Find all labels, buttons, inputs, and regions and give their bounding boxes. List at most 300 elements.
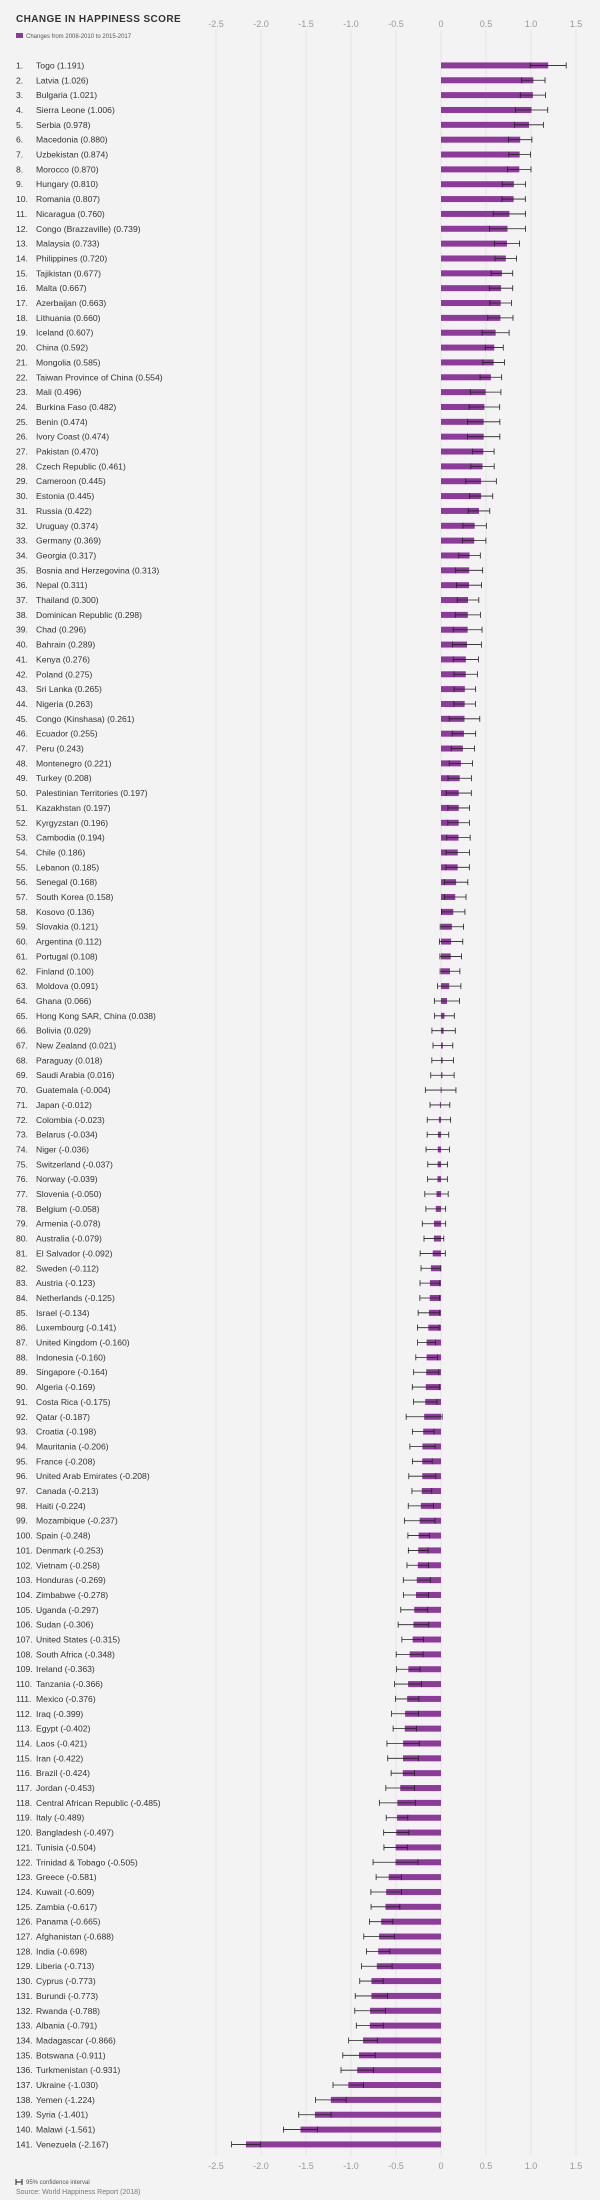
row-country: Kazakhstan (0.197) — [36, 802, 111, 813]
row-country: Senegal (0.168) — [36, 877, 98, 888]
row-country: Denmark (-0.253) — [36, 1545, 104, 1556]
row-country: Congo (Kinshasa) (0.261) — [36, 713, 135, 724]
row-rank: 56. — [16, 877, 28, 888]
row-rank: 21. — [16, 357, 28, 368]
row-rank: 90. — [16, 1382, 28, 1393]
row-country: Sweden (-0.112) — [36, 1263, 99, 1274]
bar — [441, 92, 533, 98]
row-country: Belarus (-0.034) — [36, 1129, 98, 1140]
row-country: Macedonia (0.880) — [36, 134, 108, 145]
row-rank: 75. — [16, 1159, 28, 1170]
x-tick-label-top: 0 — [438, 19, 444, 29]
row-country: Austria (-0.123) — [36, 1278, 96, 1289]
x-tick-label-bottom: -1.0 — [343, 2160, 359, 2171]
row-country: Kosovo (0.136) — [36, 906, 95, 917]
row-rank: 100. — [16, 1530, 33, 1541]
row-rank: 113. — [16, 1723, 33, 1734]
row-rank: 108. — [16, 1649, 33, 1660]
row-rank: 34. — [16, 550, 28, 561]
row-rank: 68. — [16, 1055, 28, 1066]
x-tick-label-top: 1.5 — [569, 19, 583, 29]
row-country: Tanzania (-0.366) — [36, 1679, 103, 1690]
row-country: Taiwan Province of China (0.554) — [36, 372, 163, 383]
row-country: United States (-0.315) — [36, 1634, 121, 1645]
row-rank: 119. — [16, 1812, 33, 1823]
row-rank: 121. — [16, 1842, 33, 1853]
x-tick-label-bottom: -0.5 — [388, 2160, 404, 2171]
row-rank: 27. — [16, 446, 28, 457]
row-country: Czech Republic (0.461) — [36, 461, 126, 472]
x-tick-label-top: 1.0 — [524, 19, 538, 29]
row-rank: 61. — [16, 951, 28, 962]
row-rank: 10. — [16, 194, 28, 205]
row-rank: 57. — [16, 892, 28, 903]
row-rank: 22. — [16, 372, 28, 383]
row-rank: 124. — [16, 1886, 33, 1897]
row-country: United Kingdom (-0.160) — [36, 1337, 130, 1348]
row-rank: 139. — [16, 2109, 33, 2120]
row-country: Greece (-0.581) — [36, 1872, 97, 1883]
row-country: Montenegro (0.221) — [36, 758, 112, 769]
row-rank: 7. — [16, 149, 24, 160]
row-country: Turkey (0.208) — [36, 773, 92, 784]
x-tick-label-bottom: 0.5 — [479, 2160, 493, 2171]
row-country: Burkina Faso (0.482) — [36, 401, 117, 412]
row-country: Belgium (-0.058) — [36, 1203, 100, 1214]
row-country: Ireland (-0.363) — [36, 1664, 95, 1675]
row-rank: 9. — [16, 179, 24, 190]
row-country: Switzerland (-0.037) — [36, 1159, 113, 1170]
row-rank: 103. — [16, 1575, 33, 1586]
row-rank: 77. — [16, 1189, 28, 1200]
row-rank: 28. — [16, 461, 28, 472]
row-rank: 135. — [16, 2050, 33, 2061]
row-country: Luxembourg (-0.141) — [36, 1322, 117, 1333]
row-country: Thailand (0.300) — [36, 595, 99, 606]
row-rank: 94. — [16, 1441, 28, 1452]
row-country: Peru (0.243) — [36, 743, 84, 754]
row-country: Bolivia (0.029) — [36, 1025, 91, 1036]
x-tick-label-bottom: 1.0 — [524, 2160, 538, 2171]
row-country: Malta (0.667) — [36, 283, 87, 294]
row-rank: 78. — [16, 1203, 28, 1214]
row-rank: 122. — [16, 1857, 33, 1868]
row-country: Finland (0.100) — [36, 966, 94, 977]
row-country: Dominican Republic (0.298) — [36, 609, 143, 620]
row-country: Cameroon (0.445) — [36, 476, 106, 487]
row-country: Sudan (-0.306) — [36, 1619, 94, 1630]
row-rank: 32. — [16, 520, 28, 531]
row-country: Hong Kong SAR, China (0.038) — [36, 1010, 156, 1021]
row-country: Canada (-0.213) — [36, 1486, 99, 1497]
row-rank: 125. — [16, 1901, 33, 1912]
x-tick-label-top: -0.5 — [388, 19, 404, 29]
row-rank: 33. — [16, 535, 28, 546]
row-rank: 84. — [16, 1292, 28, 1303]
row-rank: 54. — [16, 847, 28, 858]
row-rank: 71. — [16, 1099, 28, 1110]
row-country: Colombia (-0.023) — [36, 1114, 105, 1125]
row-rank: 138. — [16, 2094, 33, 2105]
row-country: Mexico (-0.376) — [36, 1693, 96, 1704]
row-country: Australia (-0.079) — [36, 1233, 102, 1244]
row-rank: 83. — [16, 1278, 28, 1289]
row-country: Italy (-0.489) — [36, 1812, 85, 1823]
row-rank: 102. — [16, 1560, 33, 1571]
row-rank: 8. — [16, 164, 24, 175]
row-country: Zambia (-0.617) — [36, 1901, 98, 1912]
row-rank: 37. — [16, 595, 28, 606]
row-country: Congo (Brazzaville) (0.739) — [36, 223, 141, 234]
x-axis-bottom — [208, 2161, 582, 2171]
row-country: Argentina (0.112) — [36, 936, 102, 947]
row-rank: 3. — [16, 90, 24, 101]
row-rank: 87. — [16, 1337, 28, 1348]
row-country: Estonia (0.445) — [36, 491, 95, 502]
row-country: South Africa (-0.348) — [36, 1649, 115, 1660]
row-country: Cambodia (0.194) — [36, 832, 105, 843]
row-country: Trinidad & Tobago (-0.505) — [36, 1857, 138, 1868]
row-rank: 98. — [16, 1500, 28, 1511]
row-country: Indonesia (-0.160) — [36, 1352, 106, 1363]
row-country: Botswana (-0.911) — [36, 2050, 106, 2061]
row-country: Uzbekistan (0.874) — [36, 149, 109, 160]
row-rank: 69. — [16, 1070, 28, 1081]
row-country: Malawi (-1.561) — [36, 2124, 96, 2135]
row-country: Singapore (-0.164) — [36, 1367, 108, 1378]
row-rank: 52. — [16, 817, 28, 828]
row-country: Morocco (0.870) — [36, 164, 99, 175]
bar — [315, 2112, 441, 2118]
row-rank: 18. — [16, 312, 28, 323]
row-rank: 82. — [16, 1263, 28, 1274]
row-country: New Zealand (0.021) — [36, 1040, 117, 1051]
row-country: Mongolia (0.585) — [36, 357, 101, 368]
row-rank: 2. — [16, 75, 24, 86]
x-axis-top — [208, 19, 582, 29]
x-tick-label-bottom: -2.0 — [253, 2160, 269, 2171]
row-rank: 5. — [16, 119, 24, 130]
row-rank: 48. — [16, 758, 28, 769]
row-rank: 97. — [16, 1486, 28, 1497]
row-rank: 66. — [16, 1025, 28, 1036]
row-country: Laos (-0.421) — [36, 1738, 88, 1749]
row-rank: 123. — [16, 1872, 33, 1883]
row-country: Paraguay (0.018) — [36, 1055, 103, 1066]
row-rank: 4. — [16, 104, 24, 115]
row-rank: 107. — [16, 1634, 33, 1645]
row-country: Azerbaijan (0.663) — [36, 298, 107, 309]
row-country: South Korea (0.158) — [36, 892, 114, 903]
row-rank: 40. — [16, 639, 28, 650]
row-rank: 88. — [16, 1352, 28, 1363]
row-country: Bahrain (0.289) — [36, 639, 96, 650]
row-country: Niger (-0.036) — [36, 1144, 90, 1155]
row-rank: 62. — [16, 966, 28, 977]
bar — [301, 2127, 441, 2133]
row-rank: 112. — [16, 1708, 33, 1719]
row-country: Nigeria (0.263) — [36, 698, 93, 709]
row-rank: 111. — [16, 1693, 32, 1704]
row-country: Portugal (0.108) — [36, 951, 98, 962]
x-tick-label-top: 0.5 — [479, 19, 493, 29]
row-country: Algeria (-0.169) — [36, 1382, 96, 1393]
x-tick-label-bottom: -1.5 — [298, 2160, 314, 2171]
row-country: Central African Republic (-0.485) — [36, 1797, 161, 1808]
row-rank: 29. — [16, 476, 28, 487]
row-rank: 133. — [16, 2020, 33, 2031]
row-country: Nepal (0.311) — [36, 580, 88, 591]
row-rank: 30. — [16, 491, 28, 502]
row-country: France (-0.208) — [36, 1456, 96, 1467]
row-rank: 17. — [16, 298, 28, 309]
row-rank: 64. — [16, 995, 28, 1006]
row-rank: 137. — [16, 2080, 33, 2091]
row-rank: 47. — [16, 743, 28, 754]
row-country: Latvia (1.026) — [36, 75, 89, 86]
row-country: Bulgaria (1.021) — [36, 90, 98, 101]
row-country: Armenia (-0.078) — [36, 1218, 101, 1229]
row-rank: 109. — [16, 1664, 33, 1675]
row-country: Qatar (-0.187) — [36, 1411, 90, 1422]
row-rank: 86. — [16, 1322, 28, 1333]
source-note: Source: World Happiness Report (2018) — [16, 2189, 141, 2196]
row-country: Spain (-0.248) — [36, 1530, 91, 1541]
row-country: Palestinian Territories (0.197) — [36, 788, 148, 799]
row-country: Guatemala (-0.004) — [36, 1085, 111, 1096]
row-rank: 42. — [16, 669, 28, 680]
row-country: Moldova (0.091) — [36, 981, 99, 992]
row-rank: 44. — [16, 698, 28, 709]
row-rank: 76. — [16, 1174, 28, 1185]
row-country: Kuwait (-0.609) — [36, 1886, 95, 1897]
row-country: Bosnia and Herzegovina (0.313) — [36, 565, 160, 576]
row-rank: 101. — [16, 1545, 33, 1556]
row-country: Vietnam (-0.258) — [36, 1560, 100, 1571]
row-rank: 130. — [16, 1976, 33, 1987]
row-rank: 45. — [16, 713, 28, 724]
row-rank: 92. — [16, 1411, 28, 1422]
row-rank: 89. — [16, 1367, 28, 1378]
row-rank: 13. — [16, 238, 28, 249]
row-rank: 95. — [16, 1456, 28, 1467]
row-rank: 81. — [16, 1248, 28, 1259]
row-country: Israel (-0.134) — [36, 1307, 90, 1318]
row-rank: 99. — [16, 1515, 28, 1526]
x-tick-label-top: -2.5 — [208, 19, 224, 29]
row-rank: 38. — [16, 609, 28, 620]
row-rank: 16. — [16, 283, 28, 294]
row-country: Jordan (-0.453) — [36, 1783, 95, 1794]
row-country: Germany (0.369) — [36, 535, 101, 546]
x-tick-label-top: -2.0 — [253, 19, 269, 29]
row-rank: 1. — [16, 60, 24, 71]
row-rank: 114. — [16, 1738, 33, 1749]
legend-swatch-bar — [16, 33, 23, 38]
row-rank: 39. — [16, 624, 28, 635]
row-country: Russia (0.422) — [36, 505, 92, 516]
row-country: Iran (-0.422) — [36, 1753, 84, 1764]
row-rank: 74. — [16, 1144, 28, 1155]
row-country: Uruguay (0.374) — [36, 520, 99, 531]
row-country: Kenya (0.276) — [36, 654, 90, 665]
row-country: Ecuador (0.255) — [36, 728, 98, 739]
row-rank: 24. — [16, 401, 28, 412]
row-rank: 49. — [16, 773, 28, 784]
row-rank: 35. — [16, 565, 28, 576]
row-rank: 104. — [16, 1589, 33, 1600]
row-country: Sri Lanka (0.265) — [36, 684, 102, 695]
row-rank: 117. — [16, 1783, 33, 1794]
row-rank: 50. — [16, 788, 28, 799]
row-rank: 73. — [16, 1129, 28, 1140]
x-tick-label-top: -1.5 — [298, 19, 314, 29]
row-country: Mozambique (-0.237) — [36, 1515, 118, 1526]
row-rank: 46. — [16, 728, 28, 739]
row-country: Bangladesh (-0.497) — [36, 1827, 114, 1838]
row-country: Japan (-0.012) — [36, 1099, 92, 1110]
row-country: Pakistan (0.470) — [36, 446, 99, 457]
row-country: Chad (0.296) — [36, 624, 87, 635]
row-country: Turkmenistan (-0.931) — [36, 2065, 121, 2076]
row-rank: 80. — [16, 1233, 28, 1244]
row-rank: 126. — [16, 1916, 33, 1927]
x-tick-label-bottom: 1.5 — [569, 2160, 583, 2171]
row-country: Sierra Leone (1.006) — [36, 104, 115, 115]
row-country: Venezuela (-2.167) — [36, 2139, 109, 2150]
row-rank: 67. — [16, 1040, 28, 1051]
row-country: Afghanistan (-0.688) — [36, 1931, 114, 1942]
row-rank: 91. — [16, 1396, 28, 1407]
row-country: Mali (0.496) — [36, 387, 82, 398]
row-rank: 20. — [16, 342, 28, 353]
row-rank: 36. — [16, 580, 28, 591]
row-rank: 59. — [16, 921, 28, 932]
row-country: Benin (0.474) — [36, 416, 88, 427]
row-country: China (0.592) — [36, 342, 89, 353]
row-rank: 65. — [16, 1010, 28, 1021]
row-country: Rwanda (-0.788) — [36, 2005, 101, 2016]
row-rank: 12. — [16, 223, 28, 234]
row-rank: 131. — [16, 1990, 33, 2001]
row-country: Brazil (-0.424) — [36, 1768, 90, 1779]
row-country: Honduras (-0.269) — [36, 1575, 106, 1586]
row-rank: 58. — [16, 906, 28, 917]
x-tick-label-top: -1.0 — [343, 19, 359, 29]
row-rank: 106. — [16, 1619, 33, 1630]
row-rank: 132. — [16, 2005, 33, 2016]
row-rank: 118. — [16, 1797, 33, 1808]
bar — [331, 2097, 441, 2103]
row-country: Netherlands (-0.125) — [36, 1292, 115, 1303]
row-country: Costa Rica (-0.175) — [36, 1396, 111, 1407]
row-rank: 129. — [16, 1961, 33, 1972]
row-country: Poland (0.275) — [36, 669, 93, 680]
row-country: Malaysia (0.733) — [36, 238, 100, 249]
row-country: Slovenia (-0.050) — [36, 1189, 102, 1200]
row-country: Cyprus (-0.773) — [36, 1976, 96, 1987]
row-country: Albania (-0.791) — [36, 2020, 98, 2031]
row-country: Lebanon (0.185) — [36, 862, 100, 873]
row-rank: 96. — [16, 1471, 28, 1482]
bar — [441, 152, 520, 158]
row-rank: 15. — [16, 268, 28, 279]
row-country: Togo (1.191) — [36, 60, 85, 71]
legend-errorbar-label: 95% confidence interval — [26, 2180, 90, 2186]
row-rank: 53. — [16, 832, 28, 843]
bar — [246, 2141, 441, 2147]
row-rank: 26. — [16, 431, 28, 442]
bars — [232, 62, 567, 2147]
row-rank: 43. — [16, 684, 28, 695]
row-country: Ivory Coast (0.474) — [36, 431, 110, 442]
row-rank: 120. — [16, 1827, 33, 1838]
row-rank: 25. — [16, 416, 28, 427]
bar — [441, 77, 533, 83]
row-rank: 31. — [16, 505, 28, 516]
row-rank: 11. — [16, 208, 28, 219]
row-labels — [16, 60, 163, 2149]
row-rank: 55. — [16, 862, 28, 873]
row-country: United Arab Emirates (-0.208) — [36, 1471, 150, 1482]
row-country: El Salvador (-0.092) — [36, 1248, 113, 1259]
row-rank: 127. — [16, 1931, 33, 1942]
row-country: Syria (-1.401) — [36, 2109, 89, 2120]
row-country: Saudi Arabia (0.016) — [36, 1070, 115, 1081]
row-country: Madagascar (-0.866) — [36, 2035, 116, 2046]
row-country: India (-0.698) — [36, 1946, 88, 1957]
chart-title: CHANGE IN HAPPINESS SCORE — [16, 14, 182, 25]
row-rank: 19. — [16, 327, 28, 338]
row-country: Haiti (-0.224) — [36, 1500, 86, 1511]
row-country: Serbia (0.978) — [36, 119, 91, 130]
row-country: Uganda (-0.297) — [36, 1604, 99, 1615]
row-country: Kyrgyzstan (0.196) — [36, 817, 109, 828]
row-country: Liberia (-0.713) — [36, 1961, 95, 1972]
row-rank: 134. — [16, 2035, 33, 2046]
row-country: Croatia (-0.198) — [36, 1426, 97, 1437]
row-rank: 136. — [16, 2065, 33, 2076]
row-rank: 60. — [16, 936, 28, 947]
row-country: Hungary (0.810) — [36, 179, 99, 190]
row-country: Romania (0.807) — [36, 194, 101, 205]
row-rank: 93. — [16, 1426, 28, 1437]
row-country: Nicaragua (0.760) — [36, 208, 105, 219]
row-country: Tunisia (-0.504) — [36, 1842, 96, 1853]
row-rank: 70. — [16, 1085, 28, 1096]
row-country: Egypt (-0.402) — [36, 1723, 91, 1734]
row-rank: 116. — [16, 1768, 33, 1779]
row-country: Norway (-0.039) — [36, 1174, 98, 1185]
row-rank: 6. — [16, 134, 24, 145]
row-country: Zimbabwe (-0.278) — [36, 1589, 109, 1600]
row-country: Ghana (0.066) — [36, 995, 92, 1006]
row-rank: 115. — [16, 1753, 33, 1764]
row-rank: 14. — [16, 253, 28, 264]
row-rank: 141. — [16, 2139, 33, 2150]
row-rank: 105. — [16, 1604, 33, 1615]
row-rank: 41. — [16, 654, 28, 665]
row-country: Mauritania (-0.206) — [36, 1441, 109, 1452]
row-country: Iraq (-0.399) — [36, 1708, 84, 1719]
row-country: Panama (-0.665) — [36, 1916, 101, 1927]
x-tick-label-bottom: 0 — [438, 2160, 444, 2171]
row-country: Yemen (-1.224) — [36, 2094, 95, 2105]
legend-bar-label: Changes from 2008-2010 to 2015-2017 — [26, 34, 132, 40]
row-country: Chile (0.186) — [36, 847, 86, 858]
row-country: Ukraine (-1.030) — [36, 2080, 99, 2091]
row-country: Iceland (0.607) — [36, 327, 94, 338]
